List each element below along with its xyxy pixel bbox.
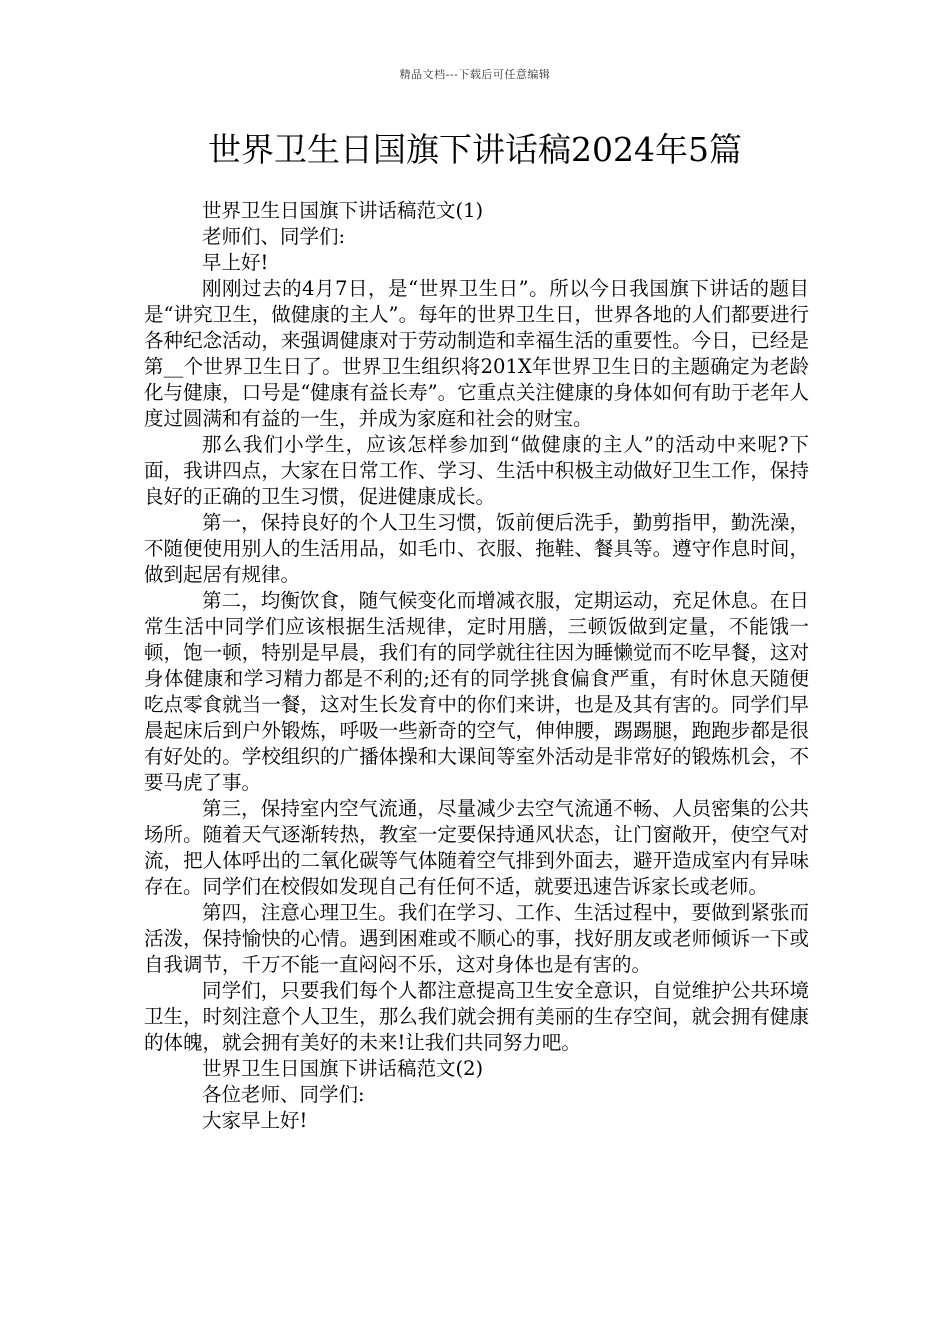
- section-heading-1: 世界卫生日国旗下讲话稿范文(1): [202, 199, 484, 222]
- body-paragraph: 第三，保持室内空气流通，尽量减少去空气流通不畅、人员密集的公共场所。随着天气逐渐转热，教室一定要保持通风状态，让门窗敞开，使空气对流，把人体呼出的二氧化碳等气体随着空气排到外面去，避开造成室内有异味存在。同学们在校假如发现自己有任何不适，就要迅速告诉家长或老师。: [144, 797, 809, 898]
- body-paragraph: 第一，保持良好的个人卫生习惯，饭前便后洗手，勤剪指甲，勤洗澡，不随便使用别人的生活用品，如毛巾、衣服、拖鞋、餐具等。遵守作息时间，做到起居有规律。: [144, 511, 809, 586]
- greeting: 早上好!: [202, 251, 269, 274]
- header-note: 精品文档---下载后可任意编辑: [399, 68, 551, 81]
- salutation: 老师们、同学们:: [202, 225, 346, 248]
- document-title: 世界卫生日国旗下讲话稿2024年5篇: [208, 130, 742, 169]
- body-paragraph: 刚刚过去的4月7日，是“世界卫生日”。所以今日我国旗下讲话的题目是“讲究卫生，做健康的主人”。每年的世界卫生日，世界各地的人们都要进行各种纪念活动，来强调健康对于劳动制造和幸福生活的重要性。今日，已经是第__个世界卫生日了。世界卫生组织将201X年世界卫生日的主题确定为老龄化与健康，口号是“健康有益长寿”。它重点关注健康的身体如何有助于老年人度过圆满和有益的一生，并成为家庭和社会的财宝。: [144, 277, 809, 430]
- greeting: 大家早上好!: [202, 1109, 308, 1132]
- body-paragraph: 第二，均衡饮食，随气候变化而增减衣服，定期运动，充足休息。在日常生活中同学们应该根据生活规律，定时用膳，三顿饭做到定量，不能饿一顿，饱一顿，特别是早晨，我们有的同学就往往因为睡懒觉而不吃早餐，这对身体健康和学习精力都是不利的;还有的同学挑食偏食严重，有时休息天随便吃点零食就当一餐，这对生长发育中的你们来讲，也是及其有害的。同学们早晨起床后到户外锻炼，呼吸一些新奇的空气，伸伸腰，踢踢腿，跑跑步都是很有好处的。学校组织的广播体操和大课间等室外活动是非常好的锻炼机会，不要马虎了事。: [144, 589, 809, 794]
- body-paragraph: 第四，注意心理卫生。我们在学习、工作、生活过程中，要做到紧张而活泼，保持愉快的心情。遇到困难或不顺心的事，找好朋友或老师倾诉一下或自我调节，千万不能一直闷闷不乐，这对身体也是有害的。: [144, 901, 809, 976]
- document-body: [144, 198, 809, 1134]
- salutation: 各位老师、同学们:: [202, 1083, 365, 1106]
- section-heading-2: 世界卫生日国旗下讲话稿范文(2): [202, 1057, 484, 1080]
- body-paragraph: 那么我们小学生，应该怎样参加到“做健康的主人”的活动中来呢?下面，我讲四点，大家在日常工作、学习、生活中积极主动做好卫生工作，保持良好的正确的卫生习惯，促进健康成长。: [144, 433, 809, 508]
- body-paragraph: 同学们，只要我们每个人都注意提高卫生安全意识，自觉维护公共环境卫生，时刻注意个人卫生，那么我们就会拥有美丽的生存空间，就会拥有健康的体魄，就会拥有美好的未来!让我们共同努力吧。: [144, 979, 809, 1054]
